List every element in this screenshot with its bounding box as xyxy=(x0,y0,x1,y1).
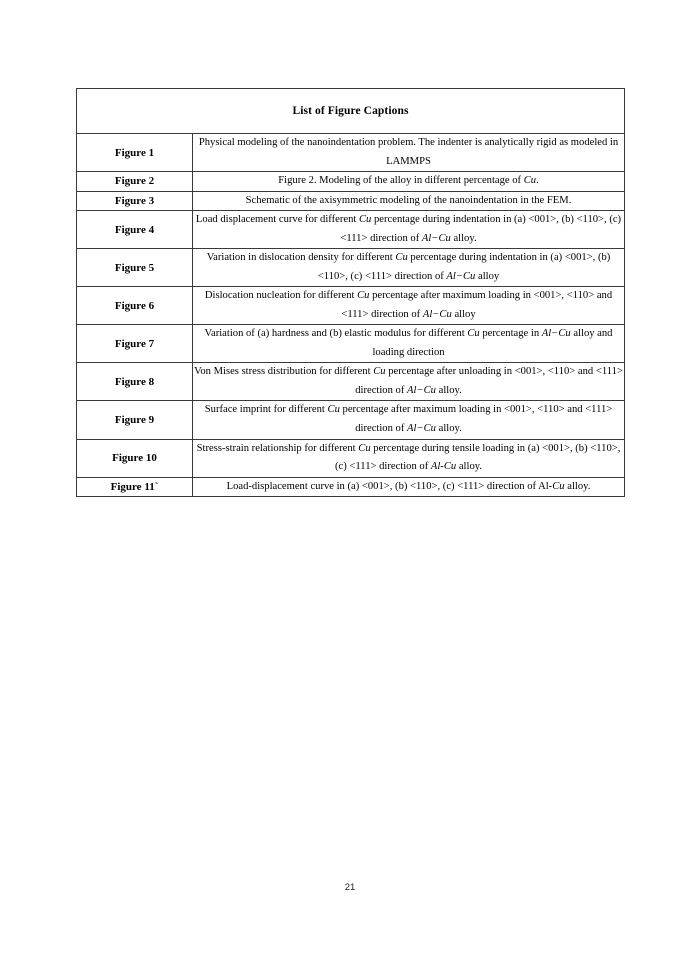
figure-label: Figure 5 xyxy=(77,249,193,287)
table-row xyxy=(77,477,625,497)
table-row xyxy=(77,363,625,401)
figure-caption-text: Load displacement curve for different Cu percentage during indentation in (a) <001>, (b) <110>, (c) <111> direction of Al−Cu alloy. xyxy=(195,214,622,244)
table-body xyxy=(77,89,625,497)
table-row xyxy=(77,134,625,172)
figure-label: Figure 2 xyxy=(77,172,193,192)
figure-caption xyxy=(193,477,625,497)
figure-caption xyxy=(193,401,625,439)
figure-label: Figure 10 xyxy=(77,439,193,477)
figure-caption xyxy=(193,363,625,401)
figure-label: Figure 11` xyxy=(77,477,193,497)
figure-caption-text: Variation of (a) hardness and (b) elastic modulus for different Cu percentage in Al−Cu alloy and loading direction xyxy=(204,328,613,358)
page-number: 21 xyxy=(344,882,356,893)
figure-caption-text: Schematic of the axisymmetric modeling of the nanoindentation in the FEM. xyxy=(245,194,572,206)
figure-caption xyxy=(193,249,625,287)
figure-caption-text: Von Mises stress distribution for different Cu percentage after unloading in <001>, <110> and <111> direction of Al−Cu alloy. xyxy=(194,366,623,396)
figure-caption xyxy=(193,325,625,363)
figure-captions-table xyxy=(76,88,625,497)
figure-label: Figure 8 xyxy=(77,363,193,401)
figure-caption xyxy=(193,439,625,477)
figure-caption-text: Surface imprint for different Cu percentage after maximum loading in <001>, <110> and <111> direction of Al−Cu alloy. xyxy=(204,404,613,434)
figure-caption-text: Dislocation nucleation for different Cu percentage after maximum loading in <001>, <110> and <111> direction of Al−Cu alloy xyxy=(204,290,613,320)
figure-label: Figure 4 xyxy=(77,211,193,249)
figure-label: Figure 6 xyxy=(77,287,193,325)
figure-label: Figure 9 xyxy=(77,401,193,439)
table-row xyxy=(77,287,625,325)
figure-caption-text: Load-displacement curve in (a) <001>, (b) <110>, (c) <111> direction of Al-Cu alloy. xyxy=(226,480,591,492)
table-row xyxy=(77,325,625,363)
table-row xyxy=(77,191,625,211)
figure-caption xyxy=(193,172,625,192)
figure-caption xyxy=(193,287,625,325)
figure-caption-text: Stress-strain relationship for different Cu percentage during tensile loading in (a) <001>, (b) <110>, (c) <111> direction of Al-Cu alloy. xyxy=(196,442,621,473)
table-header-row xyxy=(77,89,625,134)
figure-caption xyxy=(193,211,625,249)
table-row xyxy=(77,401,625,439)
figure-label: Figure 7 xyxy=(77,325,193,363)
figure-caption xyxy=(193,191,625,211)
table-row xyxy=(77,439,625,477)
figure-caption-text: Physical modeling of the nanoindentation problem. The indenter is analytically rigid as modeled in LAMMPS xyxy=(198,137,619,167)
figure-label: Figure 1 xyxy=(77,134,193,172)
figure-caption-text: Figure 2. Modeling of the alloy in different percentage of Cu. xyxy=(278,175,539,187)
table-row xyxy=(77,211,625,249)
figure-caption xyxy=(193,134,625,172)
table-title: List of Figure Captions xyxy=(77,89,625,134)
table-row xyxy=(77,249,625,287)
figure-label: Figure 3 xyxy=(77,191,193,211)
table-row xyxy=(77,172,625,192)
figure-caption-text: Variation in dislocation density for different Cu percentage during indentation in (a) <001>, (b) <110>, (c) <111> direction of Al−Cu alloy xyxy=(206,252,611,282)
